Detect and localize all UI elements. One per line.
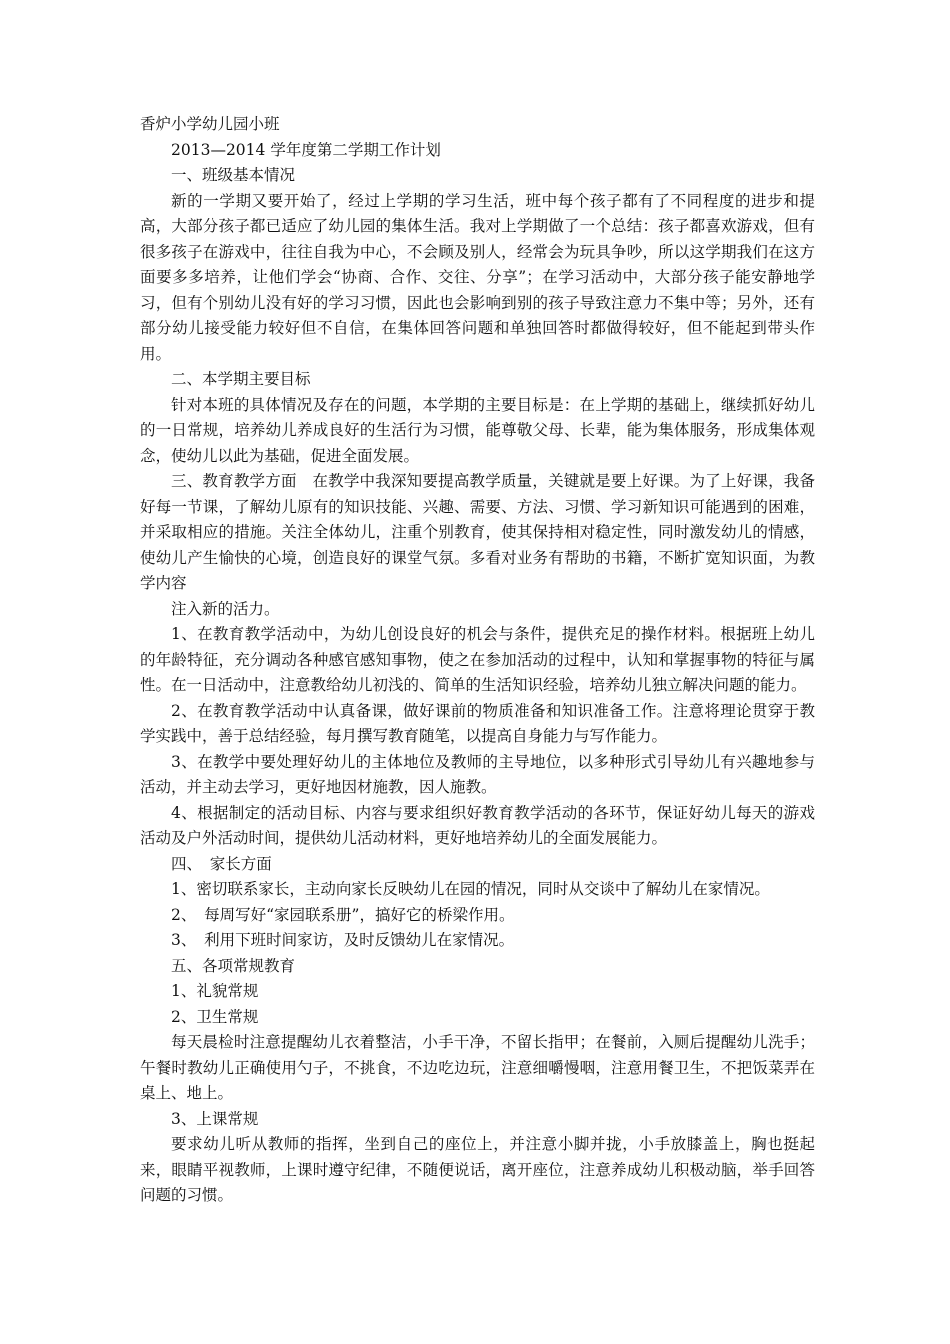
document-title: 2013—2014 学年度第二学期工作计划: [171, 140, 441, 159]
paragraph-parent-2: 2、 每周写好“家园联系册”，搞好它的桥梁作用。: [171, 905, 515, 924]
paragraph-parent-1: 1、密切联系家长，主动向家长反映幼儿在园的情况，同时从交谈中了解幼儿在家情况。: [171, 880, 770, 898]
document-page: [140, 112, 815, 1209]
paragraph-item-2: 2、在教育教学活动中认真备课，做好课前的物质准备和知识准备工作。注意将理论贯穿于教学实践中，善于总结经验，每月撰写教育随笔，以提高自身能力与写作能力。: [140, 701, 815, 745]
paragraph-hygiene: 每天晨检时注意提醒幼儿衣着整洁，小手干净，不留长指甲；在餐前，入厕后提醒幼儿洗手；午餐时教幼儿正确使用勺子，不挑食，不边吃边玩，注意细嚼慢咽，注意用餐卫生，不把饭菜弄在桌上、地上。: [140, 1033, 815, 1102]
paragraph-item-4: 4、根据制定的活动目标、内容与要求组织好教育教学活动的各环节，保证好幼儿每天的游戏活动及户外活动时间，提供幼儿活动材料，更好地培养幼儿的全面发展能力。: [140, 803, 815, 847]
paragraph-parent-3: 3、 利用下班时间家访，及时反馈幼儿在家情况。: [171, 931, 515, 949]
paragraph-teaching-cont: 注入新的活力。: [171, 599, 280, 618]
paragraph-class-routine: 要求幼儿听从教师的指挥，坐到自己的座位上，并注意小脚并拢，小手放膝盖上，胸也挺起来，眼睛平视教师，上课时遵守纪律，不随便说话，离开座位，注意养成幼儿积极动脑，举手回答问题的习惯。: [140, 1135, 815, 1204]
paragraph-teaching: 三、教育教学方面 在教学中我深知要提高教学质量，关键就是要上好课。为了上好课，我备好每一节课，了解幼儿原有的知识技能、兴趣、需要、方法、习惯、学习新知识可能遇到的困难，并采取相应的措施。关注全体幼儿，注重个别教育，使其保持相对稳定性，同时激发幼儿的情感，使幼儿产生愉快的心境，创造良好的课堂气氛。多看对业务有帮助的书籍，不断扩宽知识面，为教学内容: [140, 472, 815, 592]
paragraph-class-situation: 新的一学期又要开始了，经过上学期的学习生活，班中每个孩子都有了不同程度的进步和提高，大部分孩子都已适应了幼儿园的集体生活。我对上学期做了一个总结：孩子都喜欢游戏，但有很多孩子在游戏中，往往自我为中心，不会顾及别人，经常会为玩具争吵，所以这学期我们在这方面要多多培养，让他们学会“协商、合作、交往、分享”；在学习活动中，大部分孩子能安静地学习，但有个别幼儿没有好的学习习惯，因此也会影响到别的孩子导致注意力不集中等；另外，还有部分幼儿接受能力较好但不自信，在集体回答问题和单独回答时都做得较好，但不能起到带头作用。: [140, 191, 815, 363]
paragraph-item-1: 1、在教育教学活动中，为幼儿创设良好的机会与条件，提供充足的操作材料。根据班上幼儿的年龄特征，充分调动各种感官感知事物，使之在参加活动的过程中，认知和掌握事物的特征与属性。在一日活动中，注意教给幼儿初浅的、简单的生活知识经验，培养幼儿独立解决问题的能力。: [140, 625, 815, 694]
routine-class: 3、上课常规: [171, 1109, 259, 1128]
section-heading-5: 五、各项常规教育: [171, 956, 296, 975]
section-heading-1: 一、班级基本情况: [171, 166, 296, 184]
section-heading-2: 二、本学期主要目标: [171, 370, 311, 388]
paragraph-item-3: 3、在教学中要处理好幼儿的主体地位及教师的主导地位，以多种形式引导幼儿有兴趣地参与活动，并主动去学习，更好地因材施教，因人施教。: [140, 752, 815, 796]
routine-courtesy: 1、礼貌常规: [171, 982, 259, 1000]
school-name: 香炉小学幼儿园小班: [140, 115, 280, 133]
section-heading-4: 四、 家长方面: [171, 854, 272, 873]
paragraph-main-goals: 针对本班的具体情况及存在的问题，本学期的主要目标是：在上学期的基础上，继续抓好幼儿的一日常规，培养幼儿养成良好的生活行为习惯，能尊敬父母、长辈，能为集体服务，形成集体观念，使幼儿以此为基础，促进全面发展。: [140, 395, 815, 465]
routine-hygiene: 2、卫生常规: [171, 1007, 259, 1026]
